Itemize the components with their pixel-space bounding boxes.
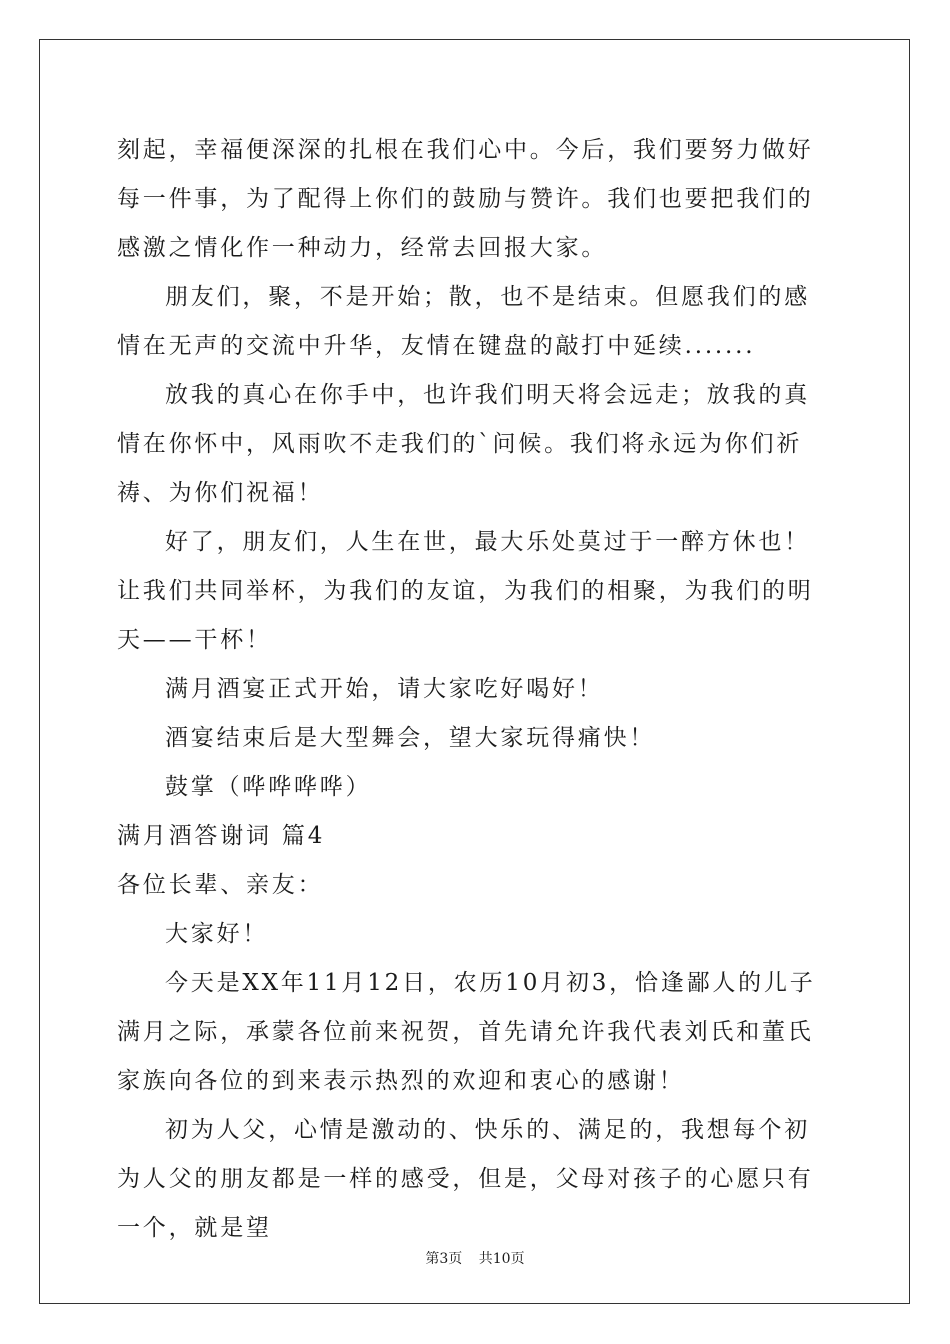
paragraph-greeting: 大家好！ — [165, 921, 269, 947]
paragraph-7: 鼓掌（哗哗哗哗） — [165, 774, 372, 800]
paragraph-9: 初为人父，心情是激动的、快乐的、满足的，我想每个初为人父的朋友都是一样的感受，但是，父母对孩子的心愿只有一个，就是望 — [117, 1117, 814, 1241]
salutation: 各位长辈、亲友： — [117, 872, 324, 898]
paragraph-6: 酒宴结束后是大型舞会，望大家玩得痛快！ — [165, 725, 656, 751]
paragraph-1: 刻起，幸福便深深的扎根在我们心中。今后，我们要努力做好每一件事，为了配得上你们的鼓励与赞许。我们也要把我们的感激之情化作一种动力，经常去回报大家。 — [117, 137, 814, 261]
paragraph-8: 今天是XX年11月12日，农历10月初3，恰逢鄙人的儿子满月之际，承蒙各位前来祝贺，首先请允许我代表刘氏和董氏家族向各位的到来表示热烈的欢迎和衷心的感谢！ — [117, 970, 816, 1094]
page-footer — [0, 1248, 950, 1268]
paragraph-3: 放我的真心在你手中，也许我们明天将会远走；放我的真情在你怀中，风雨吹不走我们的`问候。我们将永远为你们祈祷、为你们祝福！ — [117, 382, 810, 506]
page-total: 共10页 — [478, 1251, 525, 1267]
paragraph-5: 满月酒宴正式开始，请大家吃好喝好！ — [165, 676, 604, 702]
document-body — [117, 126, 835, 1253]
paragraph-2: 朋友们，聚，不是开始；散，也不是结束。但愿我们的感情在无声的交流中升华，友情在键盘的敲打中延续....... — [117, 284, 810, 359]
section-heading: 满月酒答谢词 篇4 — [117, 823, 326, 849]
paragraph-4: 好了，朋友们，人生在世，最大乐处莫过于一醉方休也！让我们共同举杯，为我们的友谊，为我们的相聚，为我们的明天——干杯！ — [117, 529, 814, 653]
page-number: 第3页 — [425, 1251, 463, 1267]
